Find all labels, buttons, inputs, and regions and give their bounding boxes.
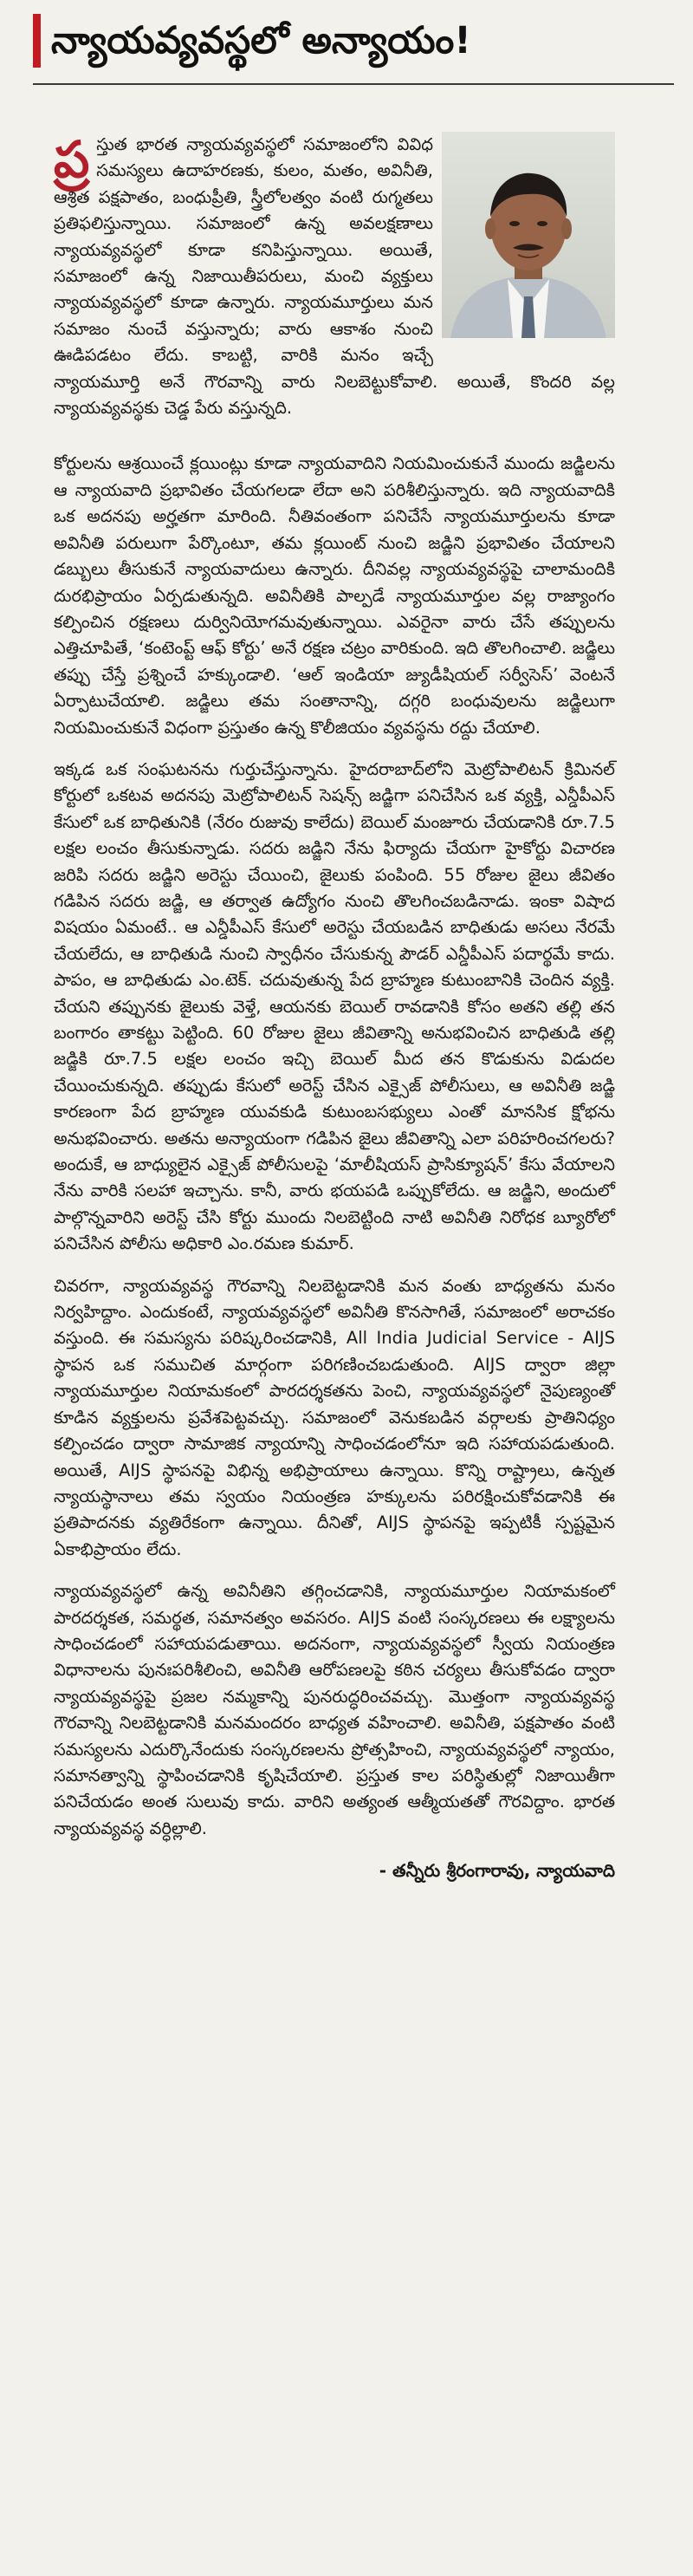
article-body xyxy=(54,132,615,1884)
paragraph-4: చివరగా, న్యాయవ్యవస్థ గౌరవాన్ని నిలబెట్టడానికి మన వంతు బాధ్యతను మనం నిర్వహిద్దాం. ఎందుకంటే, న్యాయవ్యవస్థలో అవినీతి కొనసాగితే, సమాజంలో అరాచకం వస్తుంది. ఈ సమస్యను పరిష్కరించడానికి, All India Judicial Service - AIJS స్థాపన ఒక సముచిత మార్గంగా పరిగణించబడుతుంది. AIJS ద్వారా జిల్లా న్యాయమూర్తుల నియామకంలో పారదర్శకతను పెంచి, న్యాయవ్యవస్థలో నైపుణ్యంతో కూడిన వ్యక్తులను ప్రవేశపెట్టవచ్చు. సమాజంలో వెనుకబడిన వర్గాలకు ప్రాతినిధ్యం కల్పించడం ద్వారా సామాజిక న్యాయాన్ని సాధించడంలోనూ ఇది సహాయపడుతుంది. అయితే, AIJS స్థాపనపై విభిన్న అభిప్రాయాలు ఉన్నాయి. కొన్ని రాష్ట్రాలు, ఉన్నత న్యాయస్థానాలు తమ స్వయం నియంత్రణ హక్కులను పరిరక్షించుకోవడానికి ఈ ప్రతిపాదనకు వ్యతిరేకంగా ఉన్నాయి. దీనితో, AIJS స్థాపనపై ఇప్పటికీ స్పష్టమైన ఏకాభిప్రాయం లేదు. xyxy=(54,1275,615,1559)
paragraph-5: న్యాయవ్యవస్థలో ఉన్న అవినీతిని తగ్గించడానికి, న్యాయమూర్తుల నియామకంలో పారదర్శకత, సమర్థత, సమానత్వం అవసరం. AIJS వంటి సంస్కరణలు ఈ లక్ష్యాలను సాధించడంలో సహాయపడుతాయి. అదనంగా, న్యాయవ్యవస్థలో స్వీయ నియంత్రణ విధానాలను పునఃపరిశీలించి, అవినీతి ఆరోపణలపై కఠిన చర్యలు తీసుకోవడం ద్వారా న్యాయవ్యవస్థపై ప్రజల నమ్మకాన్ని పునరుద్ధరించవచ్చు. మొత్తంగా న్యాయవ్యవస్థ గౌరవాన్ని నిలబెట్టడానికి మనమందరం బాధ్యత వహించాలి. అవినీతి, పక్షపాతం వంటి సమస్యలను ఎదుర్కొనేందుకు సంస్కరణలను ప్రోత్సహించి, న్యాయవ్యవస్థలో న్యాయం, సమానత్వాన్ని స్థాపించడానికి కృషిచేయాలి. ప్రస్తుత కాల పరిస్థితుల్లో నిజాయితీగా పనిచేయడం అంత సులువు కాదు. వారిని అత్యంత ఆత్మీయతతో గౌరవిద్దాం. భారత న్యాయవ్యవస్థ వర్ధిల్లాలి. xyxy=(54,1581,615,1838)
dropcap: ప్ర xyxy=(54,130,90,189)
author-photo xyxy=(442,132,615,338)
headline-block xyxy=(33,14,471,68)
paragraph-3: ఇక్కడ ఒక సంఘటనను గుర్తుచేస్తున్నాను. హైదరాబాద్‌లోని మెట్రోపాలిటన్ క్రిమినల్ కోర్టులో ఒకటవ అదనపు మెట్రోపాలిటన్ సెషన్స్ జడ్జిగా పనిచేసిన ఒక వ్యక్తి, ఎన్డీపీఎస్ కేసులో ఒక బాధితునికి (నేరం రుజువు కాలేదు) బెయిల్ మంజూరు చేయడానికి రూ.7.5 లక్షల లంచం తీసుకున్నాడు. సదరు జడ్జిని నేను ఫిర్యాదు చేయగా హైకోర్టు విచారణ జరిపి సదరు జడ్జిని అరెస్టు చేయించి, జైలుకు పంపింది. 55 రోజుల జైలు జీవితం గడిపిన సదరు జడ్జి, ఆ తర్వాత ఉద్యోగం నుంచి తొలగించబడినాడు. ఇంకా విషాద విషయం ఏమంటే.. ఆ ఎన్డీపీఎస్ కేసులో అరెస్టు చేయబడిన బాధితుడు అసలు నేరమే చేయలేదు, ఆ బాధితుడి నుంచి స్వాధీనం చేసుకున్న పౌడర్ ఎన్డీపీఎస్ పదార్థమే కాదు. పాపం, ఆ బాధితుడు ఎం.టెక్. చదువుతున్న పేద బ్రాహ్మణ కుటుంబానికి చెందిన వ్యక్తి. చేయని తప్పునకు జైలుకు వెళ్తే, ఆయనకు బెయిల్ రావడానికి కోసం అతని తల్లి తన బంగారం తాకట్టు పెట్టింది. 60 రోజుల జైలు జీవితాన్ని అనుభవించిన బాధితుడి తల్లి జడ్జికి రూ.7.5 లక్షల లంచం ఇచ్చి బెయిల్ మీద తన కొడుకును విడుదల చేయించుకున్నది. తప్పుడు కేసులో అరెస్ట్ చేసిన ఎక్సైజ్ పోలీసులు, ఆ అవినీతి జడ్జి కారణంగా పేద బ్రాహ్మణ యువకుడి కుటుంబసభ్యులు ఎంతో మానసిక క్షోభను అనుభవించారు. అతను అన్యాయంగా గడిపిన జైలు జీవితాన్ని ఎలా పరిహరించగలరు? అందుకే, ఆ బాధ్యులైన ఎక్సైజ్ పోలీసులపై ‘మాలీషియస్ ప్రాసిక్యూషన్’ కేసు వేయాలని నేను వారికి సలహా ఇచ్చాను. కానీ, వారు భయపడి ఒప్పుకోలేదు. ఆ జడ్జిని, అందులో పాల్గొన్నవారిని అరెస్ట్ చేసి కోర్టు ముందు నిలబెట్టింది నాటి అవినీతి నిరోధక బ్యూరోలో పనిచేసిన పోలీసు అధికారి ఎం.రమణ కుమార్. xyxy=(54,758,615,1254)
headline-accent-bar xyxy=(33,14,41,68)
headline: న్యాయవ్యవస్థలో అన్యాయం! xyxy=(51,19,471,62)
paragraph-1-text: స్తుత భారత న్యాయవ్యవస్థలో సమాజంలోని వివిధ సమస్యలు ఉదాహరణకు, కులం, మతం, అవినీతి, ఆశ్రిత పక్షపాతం, బంధుప్రీతి, స్త్రీలోలత్వం వంటి రుగ్మతలు ప్రతిఫలిస్తున్నాయి. సమాజంలో ఉన్న అవలక్షణాలు న్యాయవ్యవస్థలో కూడా కనిపిస్తున్నాయి. అయితే, సమాజంలో ఉన్న నిజాయితీపరులు, మంచి వ్యక్తులు న్యాయవ్యవస్థలో కూడా ఉన్నారు. న్యాయమూర్తులు మన సమాజం నుంచే వస్తున్నారు; వారు ఆకాశం నుంచి ఊడిపడటం లేదు. కాబట్టి, వారికి మనం ఇచ్చే న్యాయమూర్తి అనే గౌరవాన్ని వారు నిలబెట్టుకోవాలి. అయితే, కొందరి వల్ల న్యాయవ్యవస్థకు చెడ్డ పేరు వస్తున్నది. xyxy=(54,134,615,419)
author-signature: - తన్నీరు శ్రీరంగారావు, న్యాయవాది xyxy=(379,1860,615,1882)
paragraph-2: కోర్టులను ఆశ్రయించే క్లయింట్లు కూడా న్యాయవాదిని నియమించుకునే ముందు జడ్జిలను ఆ న్యాయవాది ప్రభావితం చేయగలడా లేదా అని పరిశీలిస్తున్నారు. ఇది న్యాయవాదికి ఒక అదనపు అర్హతగా మారింది. నీతివంతంగా పనిచేసే న్యాయమూర్తులను కూడా అవినీతి పరులుగా పేర్కొంటూ, తమ క్లయింట్ నుంచి జడ్జిని ప్రభావితం చేయాలని డబ్బులు తీసుకునే న్యాయవాదులు ఉన్నారు. దీనివల్ల న్యాయవ్యవస్థపై చాలామందికి దురభిప్రాయం ఏర్పడుతున్నది. అవినీతికి పాల్పడే న్యాయమూర్తుల వల్ల రాజ్యాంగం కల్పించిన రక్షణలు దుర్వినియోగమవుతున్నాయి. ఎవరైనా వారు చేసే తప్పులను ఎత్తిచూపితే, ‘కంటెంప్ట్ ఆఫ్ కోర్టు’ అనే రక్షణ చట్రం వారికుంది. ఇది తొలగించాలి. జడ్జిలు తప్పు చేస్తే ప్రశ్నించే హక్కుండాలి. ‘ఆల్ ఇండియా జ్యుడీషియల్ సర్వీసెస్’ వెంటనే ఏర్పాటుచేయాలి. జడ్జిలు తమ సంతానాన్ని, దగ్గరి బంధువులను జడ్జిలుగా నియమించుకునే విధంగా ప్రస్తుతం ఉన్న కొలీజియం వ్యవస్థను రద్దు చేయాలి. xyxy=(54,453,615,738)
author-photo-slot xyxy=(442,132,615,338)
headline-divider xyxy=(33,83,674,85)
